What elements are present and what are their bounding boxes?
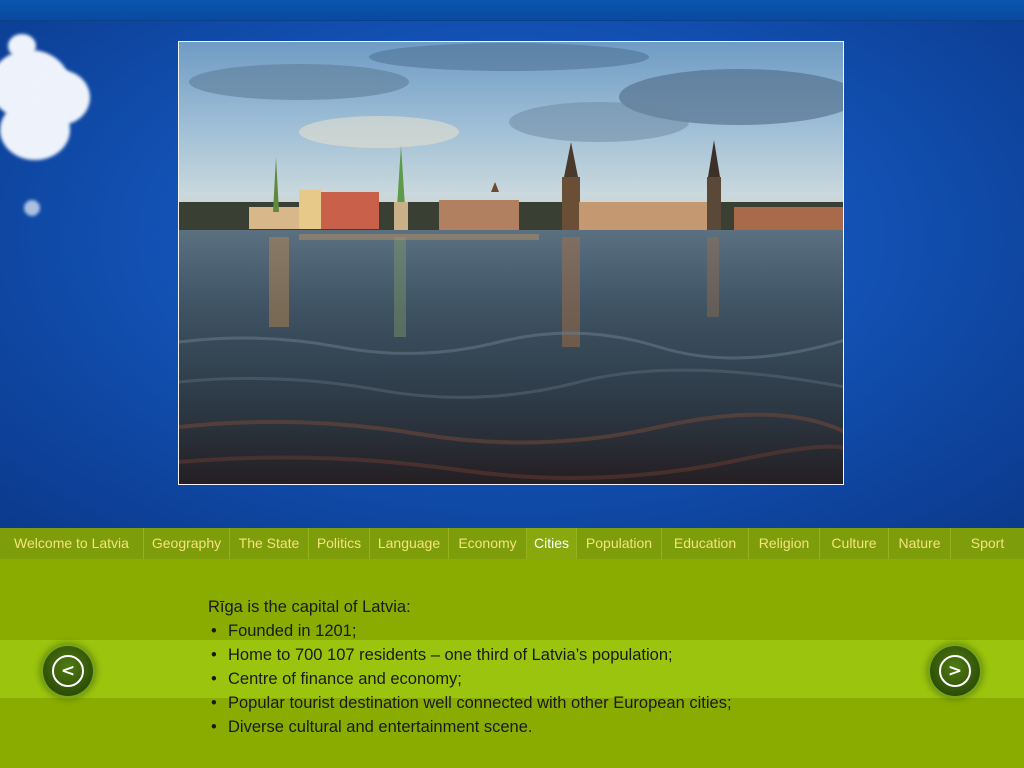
- nav-item-population[interactable]: Population: [577, 528, 662, 559]
- nav-item-welcome-to-latvia[interactable]: Welcome to Latvia: [0, 528, 144, 559]
- cities-text: [208, 595, 732, 739]
- cloud-decoration: [0, 100, 70, 160]
- nav-item-the-state[interactable]: The State: [230, 528, 309, 559]
- nav-item-language[interactable]: Language: [370, 528, 449, 559]
- list-item: • Founded in 1201;: [208, 619, 732, 643]
- list-item: • Popular tourist destination well connected with other European cities;: [208, 691, 732, 715]
- riga-photo: [178, 41, 844, 485]
- nav-item-nature[interactable]: Nature: [889, 528, 951, 559]
- nav-item-religion[interactable]: Religion: [749, 528, 820, 559]
- nav-item-economy[interactable]: Economy: [449, 528, 527, 559]
- nav-item-politics[interactable]: Politics: [309, 528, 370, 559]
- nav-item-cities[interactable]: Cities: [527, 528, 577, 559]
- content-panel: [0, 559, 1024, 768]
- content-heading: Rīga is the capital of Latvia:: [208, 598, 411, 616]
- list-item: • Diverse cultural and entertainment scene.: [208, 715, 732, 739]
- nav-item-education[interactable]: Education: [662, 528, 749, 559]
- previous-button[interactable]: [43, 646, 93, 696]
- bullet-list: [208, 619, 732, 739]
- section-navbar: [0, 528, 1024, 559]
- next-button[interactable]: [930, 646, 980, 696]
- cloud-decoration: [24, 200, 40, 216]
- chevron-right-icon: >: [939, 655, 971, 687]
- riga-skyline-image: [179, 42, 844, 485]
- nav-item-sport[interactable]: Sport: [970, 535, 1005, 551]
- chevron-left-icon: <: [52, 655, 84, 687]
- top-bar: [0, 0, 1024, 21]
- cloud-decoration: [8, 34, 36, 58]
- nav-item-geography[interactable]: Geography: [144, 528, 230, 559]
- list-item: • Home to 700 107 residents – one third of Latvia’s population;: [208, 643, 732, 667]
- nav-item-culture[interactable]: Culture: [820, 528, 889, 559]
- list-item: • Centre of finance and economy;: [208, 667, 732, 691]
